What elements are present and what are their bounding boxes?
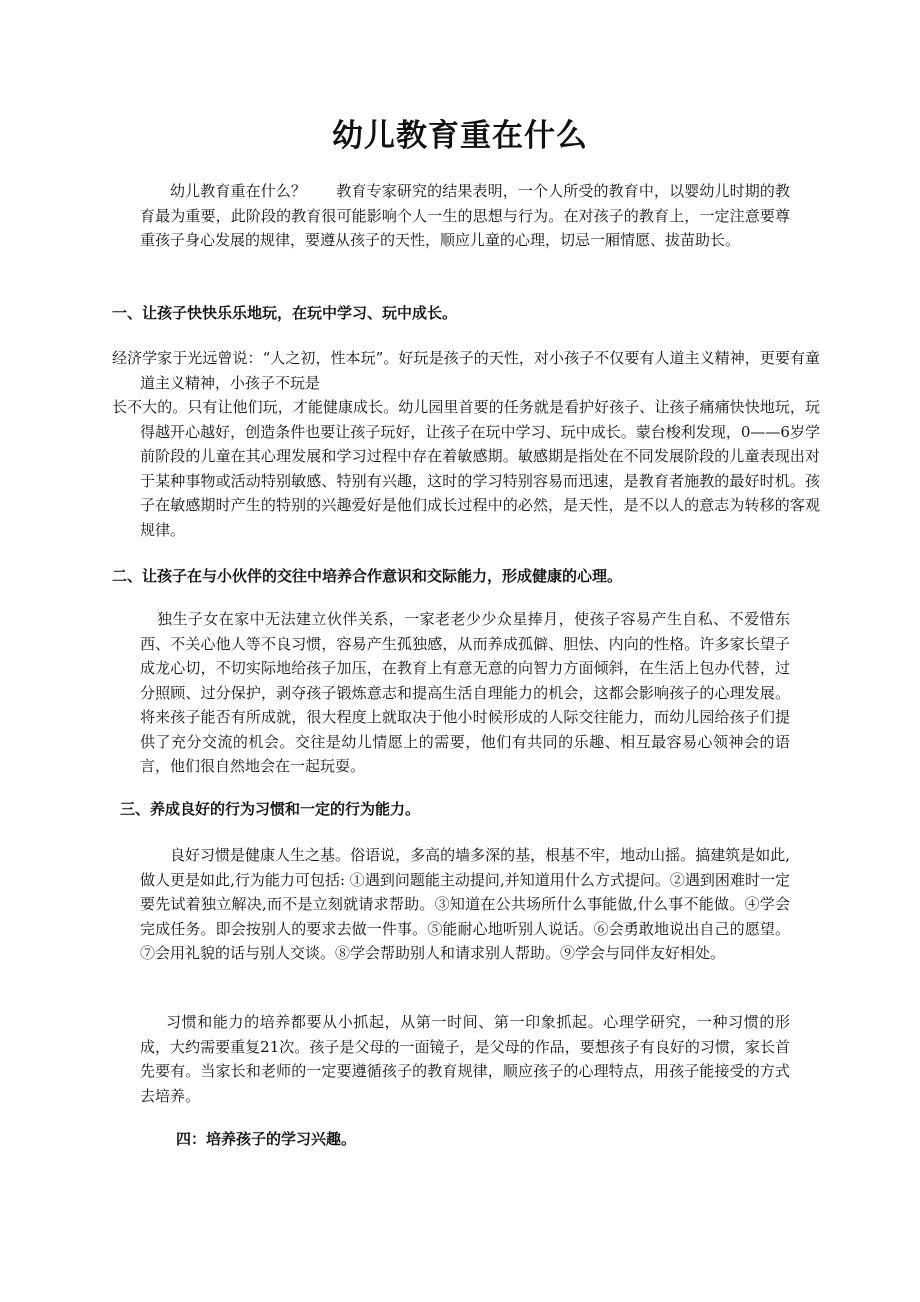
section-1-paragraph-2: 长不大的。只有让他们玩，才能健康成长。幼儿园里首要的任务就是看护好孩子、让孩子痛痛快快地玩，玩得越开心越好，创造条件也要让孩子玩好，让孩子在玩中学习、玩中成长。蒙台梭利发现，0——6岁学前阶段的儿童在其心理发展和学习过程中存在着敏感期。敏感期是指处在不同发展阶段的儿童表现出对于某种事物或活动特别敏感、特别有兴趣，这时的学习特别容易而迅速，是教育者施教的最好时机。孩子在敏感期时产生的特别的兴趣爱好是他们成长过程中的必然，是天性，是不以人的意志为转移的客观规律。	[112, 398, 820, 539]
section-2-heading: 二、让孩子在与小伙伴的交往中培养合作意识和交际能力，形成健康的心理。	[112, 567, 623, 585]
section-1-heading: 一、让孩子快快乐乐地玩，在玩中学习、玩中成长。	[112, 304, 458, 322]
section-3-paragraph-2: 习惯和能力的培养都要从小抓起，从第一时间、第一印象抓起。心理学研究，一种习惯的形成，大约需要重复21次。孩子是父母的一面镜子，是父母的作品，要想孩子有良好的习惯，家长首先要有。当家长和老师的一定要遵循孩子的教育规律，顺应孩子的心理特点，用孩子能接受的方式去培养。	[140, 1013, 790, 1105]
section-3-heading: 三、养成良好的行为习惯和一定的行为能力。	[120, 800, 421, 818]
section-4-heading: 四：培养孩子的学习兴趣。	[176, 1130, 357, 1148]
section-2-paragraph-1: 独生子女在家中无法建立伙伴关系，一家老老少少众星捧月，使孩子容易产生自私、不爱惜东西、不关心他人等不良习惯，容易产生孤独感，从而养成孤僻、胆怯、内向的性格。许多家长望子成龙心切，不切实际地给孩子加压，在教育上有意无意的向智力方面倾斜，在生活上包办代替，过分照顾、过分保护，剥夺孩子锻炼意志和提高生活自理能力的机会，这都会影响孩子的心理发展。将来孩子能否有所成就，很大程度上就取决于他小时候形成的人际交往能力，而幼儿园给孩子们提供了充分交流的机会。交往是幼儿情愿上的需要，他们有共同的乐趣、相互最容易心领神会的语言，他们很自然地会在一起玩耍。	[140, 610, 790, 775]
document-title: 幼儿教育重在什么	[332, 118, 588, 154]
section-1-paragraph-1: 经济学家于光远曾说：“人之初，性本玩”。好玩是孩子的天性，对小孩子不仅要有人道主义精神，更要有童道主义精神，小孩子不玩是	[112, 349, 820, 392]
section-3-paragraph-1: 良好习惯是健康人生之基。俗语说，多高的墙多深的基，根基不牢，地动山摇。搞建筑是如此,做人更是如此,行为能力可包括: ①遇到问题能主动提问,并知道用什么方式提问。②遇到困难时一定要先试着独立解决,而不是立刻就请求帮助。③知道在公共场所什么事能做,什么事不能做。④学会完成任务。即会按别人的要求去做一件事。⑤能耐心地听别人说话。⑥会勇敢地说出自己的愿望。⑦会用礼貌的话与别人交谈。⑧学会帮助别人和请求别人帮助。⑨学会与同伴友好相处。	[140, 846, 790, 962]
intro-paragraph: 幼儿教育重在什么？ 教育专家研究的结果表明，一个人所受的教育中，以婴幼儿时期的教育最为重要，此阶段的教育很可能影响个人一生的思想与行为。在对孩子的教育上，一定注意要尊重孩子身心发展的规律，要遵从孩子的天性，顺应儿童的心理，切忌一厢情愿、拔苗助长。	[140, 182, 790, 249]
